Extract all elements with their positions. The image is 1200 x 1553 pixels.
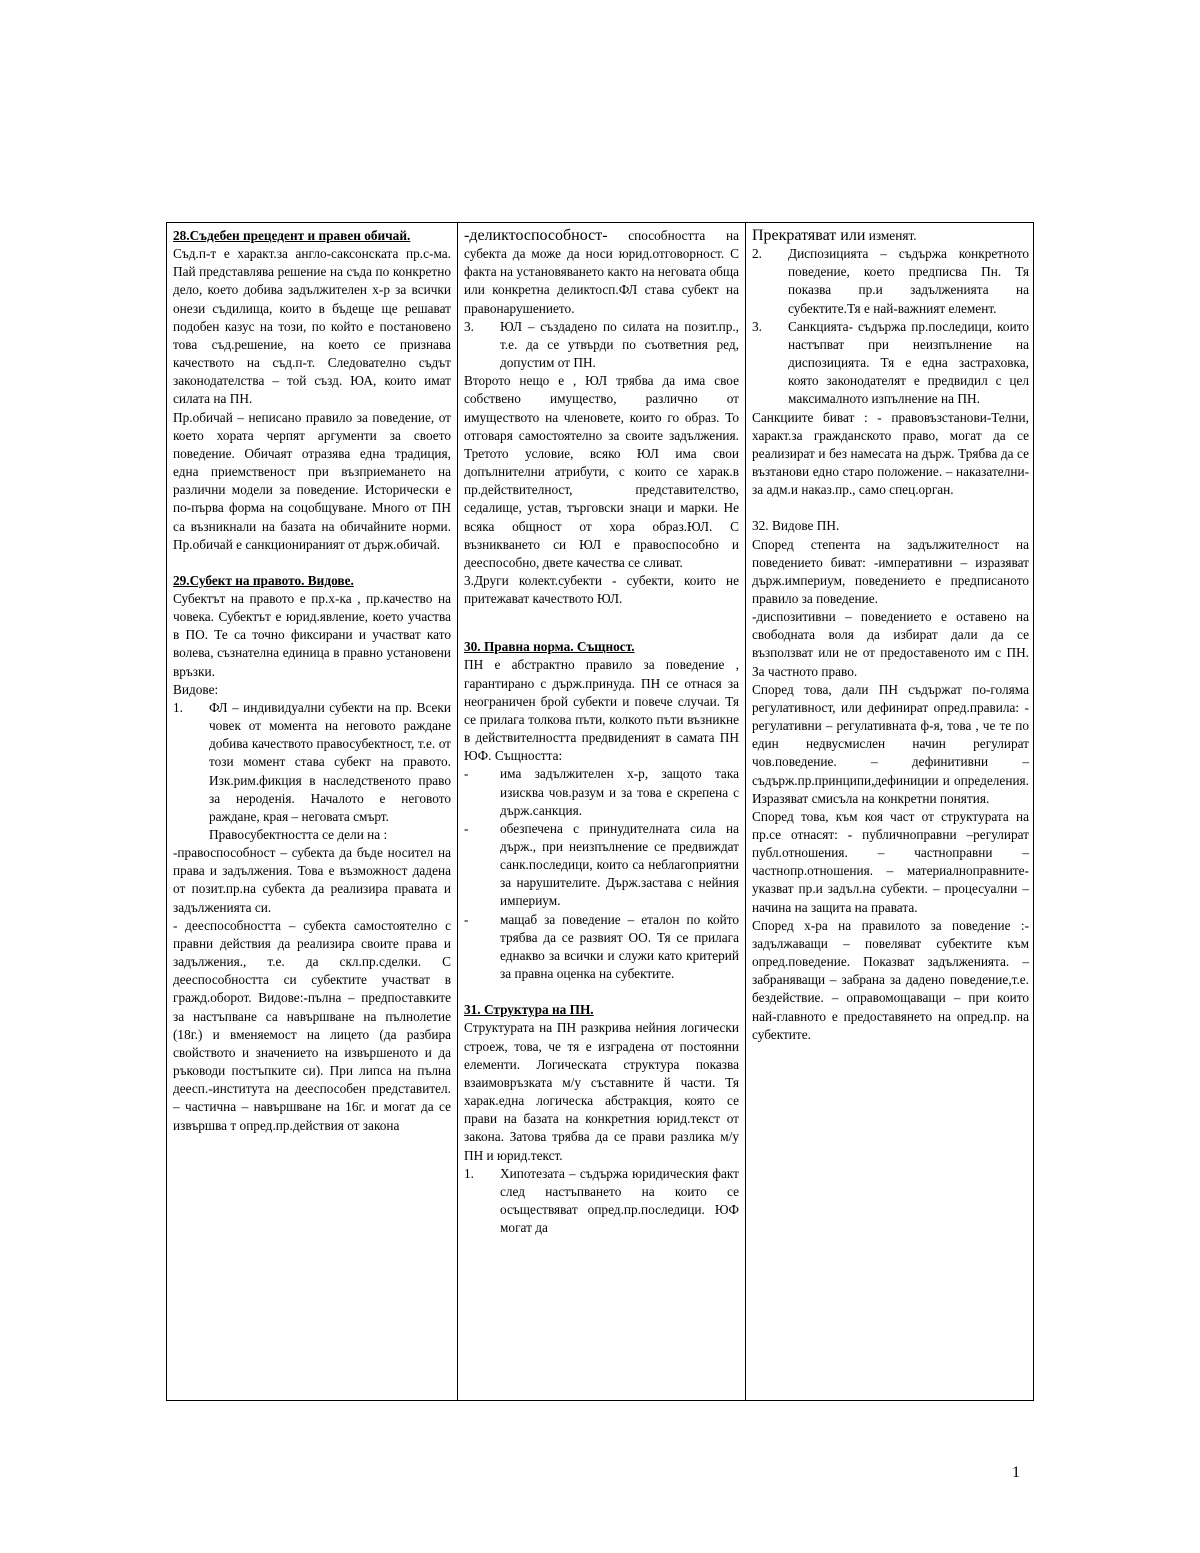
list-number: 2. [752,246,762,262]
dash-item [464,911,739,984]
term: Прекратяват или [752,227,866,244]
dash-marker: - [464,766,469,782]
dash-text: обезпечена с принудителната сила на държ., при неизпълнение се предвиждат санк.последици, които са неблагоприятни за нарушителите. Държ.застава с нейния империум. [500,820,739,909]
paragraph: Видове: [173,681,219,697]
heading-29: 29.Субект на правото. Видове. [173,572,354,588]
list-item [752,318,1029,409]
list-text: Санкцията- съдържа пр.последици, които настъпват при неизпълнение на диспозицията. Тя е една застраховка, която законодателят е предвидил с цел максималното изпълнение на ПН. [788,318,1029,407]
column-1 [167,223,457,1400]
list-item [173,699,451,826]
list-item [752,245,1029,318]
paragraph: Субектът на правото е пр.х-ка , пр.качество на човека. Субектът е юрид.явление, което участва в ПО. Те са точно фиксирани и участват като волева, съзнателна единица в правно установени връзки. [173,590,451,679]
paragraph-text: способността на субекта да може да носи юрид.отговорност. С факта на установяването както на неговата обща или конкретна деликтосп.ФЛ става субект на правонарушението. [464,228,739,316]
paragraph-text: изменят. [865,228,917,243]
paragraph: -диспозитивни – поведението е оставено на свободната воля да избират дали да се възползват или не от предоставеното им с ПН. За частното право. [752,609,1029,679]
list-text: Хипотезата – съдържа юридическия факт след настъпването на които се осъществяват опред.пр.последици. ЮФ могат да [500,1165,739,1236]
list-number: 3. [752,318,762,334]
paragraph: Санкциите биват : - правовъзстанови-Телни, характ.за гражданското право, могат да се реализират и без намесата на държ. Трябва да се възтанови едно старо положение. – наказателни-за адм.и наказ.пр., само спец.орган. [752,409,1029,498]
heading-28: 28.Съдебен прецедент и правен обичай. [173,228,411,243]
dash-item [464,765,739,819]
page-table [166,222,1034,1401]
paragraph: Съд.п-т е характ.за англо-саксонската пр.с-ма. Пай представлява решение на съда по конкретно дело, което добива задължителен х-р за всички онези съдилища, които в бъдеще ще решават подобен казус на този, по който е постановено това съд.решение, на което се признава качеството на съд.п-т. Следователно съдът законодателства – той създ. ЮА, които имат силата на ПН. [173,246,451,407]
list-text: Диспозицията – съдържа конкретното поведение, което предписва Пн. Тя показва пр.и задълженията на субектите.Тя е най-важният елемент. [788,246,1029,316]
dash-marker: - [464,911,469,927]
paragraph [752,227,1029,245]
list-number: 3. [464,318,474,334]
dash-text: има задължителен х-р, защото така изисква чов.разум и за това е скрепена с държ.санкция. [500,766,739,818]
dash-text: мащаб за поведение – еталон по който трябва да се развият ОО. Тя се прилага еднакво за всички и служи като критерий за правна оценка на субектите. [500,911,739,982]
paragraph: ПН е абстрактно правило за поведение , гарантирано с държ.принуда. ПН се отнася за неограничен брой субекти и повече случаи. Тя се прилага толкова пъти, колкото пъти възникне в действителността предвиденият в самата ПН ЮФ. Същността: [464,657,739,764]
paragraph: Според степента на задължителност на поведението биват: -императивни – изразяват държ.империум, поведението е предписаното правило за поведение. [752,536,1029,606]
paragraph: Според това, към коя част от структурата на пр.се отнасят: - публичноправни –регулират публ.отношения. – частноправни – частнопр.отношения. – материалноправните- указват пр.и задъл.на субекти. – процесуални – начина на защита на правата. [752,808,1029,915]
heading-31: 31. Структура на ПН. [464,1002,594,1018]
list-number: 1. [464,1165,474,1181]
paragraph: Пр.обичай – неписано правило за поведение, от което хората черпят аргументи за своето поведение. Обичаят отразява една традиция, една приемственост при възприемането на различни модели за поведение. Исторически е по-първа форма на соцобщуване. Много от ПН са възникнали на базата на обичайните норми. Пр.обичай е санкционираният от държ.обичай. [173,409,451,552]
list-text: ЮЛ – създадено по силата на позит.пр., т.е. да се утвърди по съответния ред, допустим от ПН. [500,318,739,371]
dash-item [464,820,739,911]
heading-30: 30. Правна норма. Същност. [464,639,635,655]
paragraph [464,227,739,318]
column-2 [457,223,745,1400]
list-text: ФЛ – индивидуални субекти на пр. Всеки човек от момента на неговото раждане добива качеството правосубектност, т.е. от този момент става субект на правото. Изк.рим.фикция в наследственото право за нероденія. Началото е неговото раждане, края – неговата смърт. [209,699,451,824]
column-3 [745,223,1035,1400]
paragraph: - дееспособността – субекта самостоятелно с правни действия да реализира своите права и задължения., т.е. да скл.пр.сделки. С дееспособността си субектите участват в гражд.оборот. Видове:-пълна – предпоставките за настъпване са навършване на пълнолетие (18г.) и вменяемост на лицето (да разбира свойството и значението на извършеното и да ръководи постъпките си). При липса на пълна деесп.-института на дееспособен представител. – частична – навършване на 16г. и могат да се извършва т опред.пр.действия от закона [173,917,451,1133]
dash-marker: - [464,820,469,836]
paragraph: Според това, дали ПН съдържат по-голяма регулативност, или дефинират опред.правила: - регулативни – регулативната ф-я, това , че те по един недвусмислен начин регулират чов.поведение. – дефинитивни – съдърж.пр.принципи,дефиниции и определения. Изразяват смисъла на конкретни понятия. [752,681,1029,806]
paragraph: Според х-ра на правилото за поведение :-задължаващи – повеляват субектите към опред.поведение. Показват задълженията. – забраняващи – забрана за дадено поведение,т.е. бездействие. – оправомощаващи – при които най-главното е предоставянето на опред.пр. на субектите. [752,917,1029,1042]
list-number: 1. [173,699,183,715]
list-item [464,1165,739,1238]
paragraph: Второто нещо е , ЮЛ трябва да има свое собствено имущество, различно от имуществото на членовете, които го образ. То отговаря самостоятелно за своите задължения. Третото условие, всяко ЮЛ има свои допълнителни атрибути, с които се харак.в пр.действителност, представителство, седалище, устав, търговски знаци и марки. Не всяка общност от хора образ.ЮЛ. С възникването си ЮЛ е правоспособно и дееспособно, двете качества се сливат. [464,373,739,570]
paragraph: -правоспособност – субекта да бъде носител на права и задължения. Това е възможност дадена от позит.пр.на субекта да реализира правата и задълженията си. [173,845,451,915]
list-item [464,318,739,372]
term: -деликтоспособност- [464,227,608,244]
paragraph: 3.Други колект.субекти - субекти, които не притежават качеството ЮЛ. [464,572,739,607]
page-number: 1 [1012,1464,1020,1481]
paragraph: Структурата на ПН разкрива нейния логически строеж, това, че тя е изградена от постоянни елементи. Логическата структура показва взаимовръзката м/у съставните й части. Тя харак.една логическа абстракция, която се прави на базата на конкретния юрид.текст от закона. Затова трябва да се прави разлика м/у ПН и юрид.текст. [464,1020,739,1163]
paragraph: Правосубектността се дели на : [209,827,388,842]
heading-32: 32. Видове ПН. [752,518,840,534]
